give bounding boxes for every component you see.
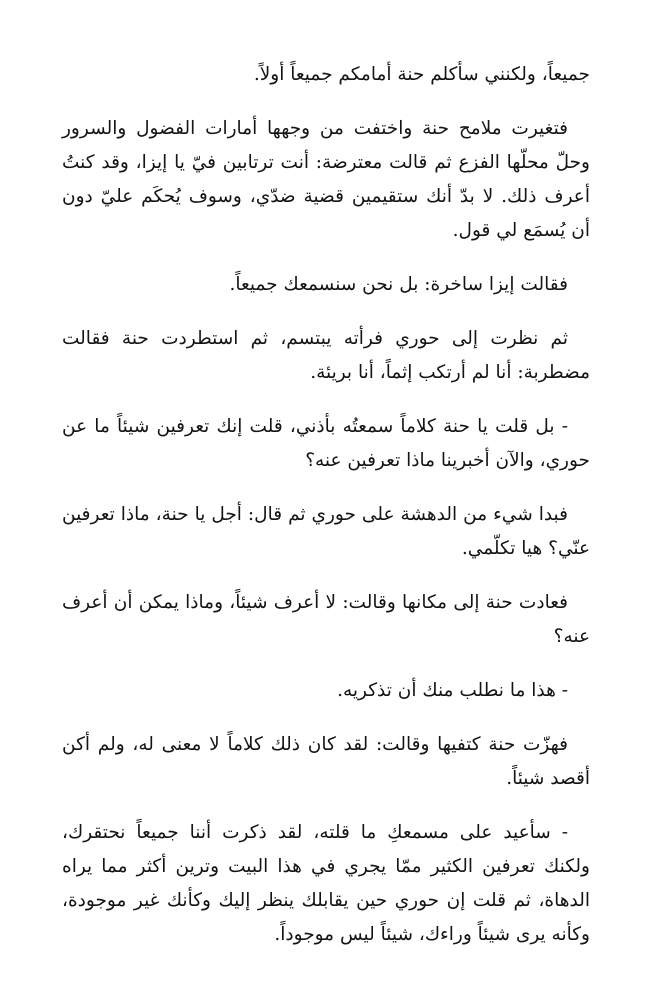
paragraph: فقالت إيزا ساخرة: بل نحن سنسمعك جميعاً. bbox=[229, 274, 568, 295]
paragraph: جميعاً، ولكنني سأكلم حنة أمامكم جميعاً أولاً. bbox=[253, 64, 590, 85]
dialogue-paragraph: - هذا ما نطلب منك أن تذكريه. bbox=[337, 680, 568, 701]
paragraph: فتغيرت ملامح حنة واختفت من وجهها أمارات الفضول والسرور وحلّ محلّها الفزع ثم قالت معترضة: أنت ترتابين فيّ يا إيزا، وقد كنتُ أعرف ذلك. لا بدّ أنك ستقيمين قضية ضدّي، وسوف يُحكَم عليّ دون أن يُسمَع لي قول. bbox=[62, 118, 590, 241]
paragraph: ثم نظرت إلى حوري فرأته يبتسم، ثم استطردت حنة فقالت مضطربة: أنا لم أرتكب إثماً، أنا بريئة. bbox=[62, 328, 590, 383]
paragraph: فهزّت حنة كتفيها وقالت: لقد كان ذلك كلاماً لا معنى له، ولم أكن أقصد شيئاً. bbox=[62, 734, 590, 789]
paragraph: فعادت حنة إلى مكانها وقالت: لا أعرف شيئاً، وماذا يمكن أن أعرف عنه؟ bbox=[62, 592, 590, 647]
dialogue-paragraph: - بل قلت يا حنة كلاماً سمعتُه بأذني، قلت إنك تعرفين شيئاً ما عن حوري، والآن أخبرينا ماذا تعرفين عنه؟ bbox=[62, 416, 590, 471]
dialogue-paragraph: - سأعيد على مسمعكِ ما قلته، لقد ذكرت أننا جميعاً نحتقرك، ولكنك تعرفين الكثير ممّا يجري في هذا البيت وترين أكثر مما يراه الدهاة، ثم قلت إن حوري حين يقابلك ينظر إليك وكأنك غير موجودة، وكأنه يرى شيئاً وراءك، شيئاً ليس موجوداً. bbox=[62, 822, 590, 945]
paragraph: فبدا شيء من الدهشة على حوري ثم قال: أجل يا حنة، ماذا تعرفين عنّي؟ هيا تكلّمي. bbox=[62, 504, 590, 559]
book-page bbox=[62, 58, 590, 972]
